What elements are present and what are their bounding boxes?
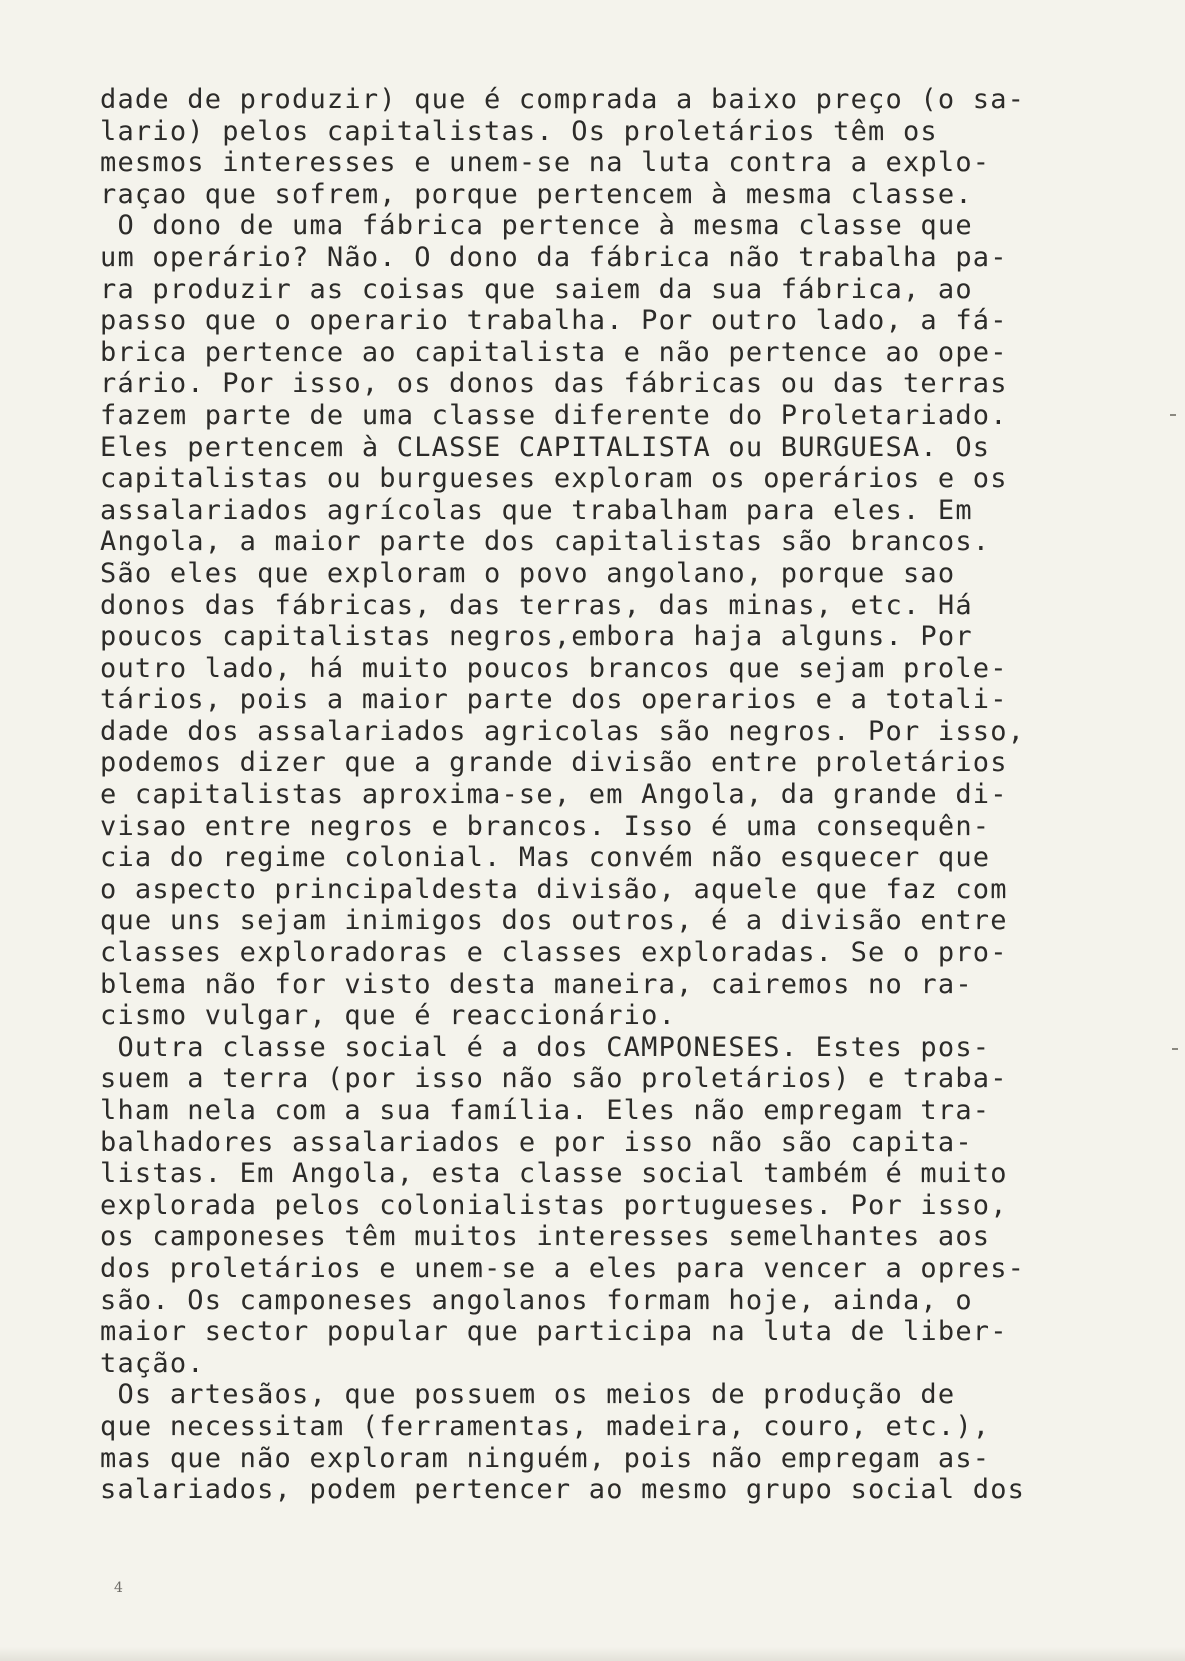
text-line: o aspecto principaldesta divisão, aquele que faz com (100, 873, 1008, 905)
text-line: assalariados agrícolas que trabalham para eles. Em (100, 494, 973, 526)
text-line: Eles pertencem à CLASSE CAPITALISTA ou BURGUESA. Os (100, 431, 991, 463)
text-line: São eles que exploram o povo angolano, porque sao (100, 557, 956, 589)
text-line: brica pertence ao capitalista e não pertence ao ope- (100, 336, 1008, 368)
text-line: Angola, a maior parte dos capitalistas são brancos. (100, 526, 991, 558)
document-body (100, 84, 1120, 1506)
text-line: raçao que sofrem, porque pertencem à mesma classe. (100, 178, 973, 210)
text-line: tação. (100, 1347, 205, 1379)
text-line: rário. Por isso, os donos das fábricas ou das terras (100, 368, 1008, 400)
text-line: tários, pois a maior parte dos operarios e a totali- (100, 684, 1008, 716)
text-line: dade dos assalariados agricolas são negros. Por isso, (100, 715, 1026, 747)
text-line: dos proletários e unem-se a eles para vencer a opres- (100, 1252, 1026, 1284)
text-line: outro lado, há muito poucos brancos que sejam prole- (100, 652, 1008, 684)
text-line: balhadores assalariados e por isso não são capita- (100, 1126, 973, 1158)
text-line: são. Os camponeses angolanos formam hoje, ainda, o (100, 1284, 973, 1316)
text-line: explorada pelos colonialistas portugueses. Por isso, (100, 1189, 1008, 1221)
text-line: listas. Em Angola, esta classe social também é muito (100, 1158, 1008, 1190)
text-line: poucos capitalistas negros,embora haja alguns. Por (100, 621, 973, 653)
margin-mark (1170, 414, 1176, 416)
text-line: dade de produzir) que é comprada a baixo preço (o sa- (100, 84, 1026, 115)
text-line: maior sector popular que participa na luta de liber- (100, 1316, 1008, 1348)
text-line: salariados, podem pertencer ao mesmo grupo social dos (100, 1474, 1026, 1506)
margin-mark (1172, 1048, 1178, 1050)
text-line: classes exploradoras e classes exploradas. Se o pro- (100, 937, 1008, 969)
text-line: ra produzir as coisas que saiem da sua fábrica, ao (100, 273, 973, 305)
text-line: fazem parte de uma classe diferente do Proletariado. (100, 399, 1008, 431)
text-line: Outra classe social é a dos CAMPONESES. Estes pos- (100, 1031, 991, 1063)
text-line: lario) pelos capitalistas. Os proletários têm os (100, 115, 938, 147)
text-line: mas que não exploram ninguém, pois não empregam as- (100, 1442, 991, 1474)
text-line: lham nela com a sua família. Eles não empregam tra- (100, 1095, 991, 1126)
text-line: passo que o operario trabalha. Por outro lado, a fá- (100, 305, 1008, 337)
page-number: 4 (114, 1580, 123, 1596)
text-line: que necessitam (ferramentas, madeira, couro, etc.), (100, 1410, 991, 1442)
text-line: cia do regime colonial. Mas convém não esquecer que (100, 842, 991, 874)
text-line: suem a terra (por isso não são proletários) e traba- (100, 1063, 1008, 1095)
text-line: os camponeses têm muitos interesses semelhantes aos (100, 1221, 991, 1253)
text-line: mesmos interesses e unem-se na luta contra a explo- (100, 147, 991, 179)
text-line: O dono de uma fábrica pertence à mesma classe que (100, 210, 973, 242)
text-line: Os artesãos, que possuem os meios de produção de (100, 1379, 956, 1411)
text-line: e capitalistas aproxima-se, em Angola, da grande di- (100, 779, 1008, 811)
text-line: donos das fábricas, das terras, das minas, etc. Há (100, 589, 973, 621)
text-line: visao entre negros e brancos. Isso é uma consequên- (100, 810, 991, 842)
text-line: podemos dizer que a grande divisão entre proletários (100, 747, 1008, 779)
text-line: que uns sejam inimigos dos outros, é a divisão entre (100, 905, 1008, 937)
text-line: capitalistas ou burgueses exploram os operários e os (100, 463, 1008, 495)
text-line: blema não for visto desta maneira, cairemos no ra- (100, 968, 973, 1000)
text-line: cismo vulgar, que é reaccionário. (100, 1000, 677, 1032)
text-line: um operário? Não. O dono da fábrica não trabalha pa- (100, 241, 1008, 273)
